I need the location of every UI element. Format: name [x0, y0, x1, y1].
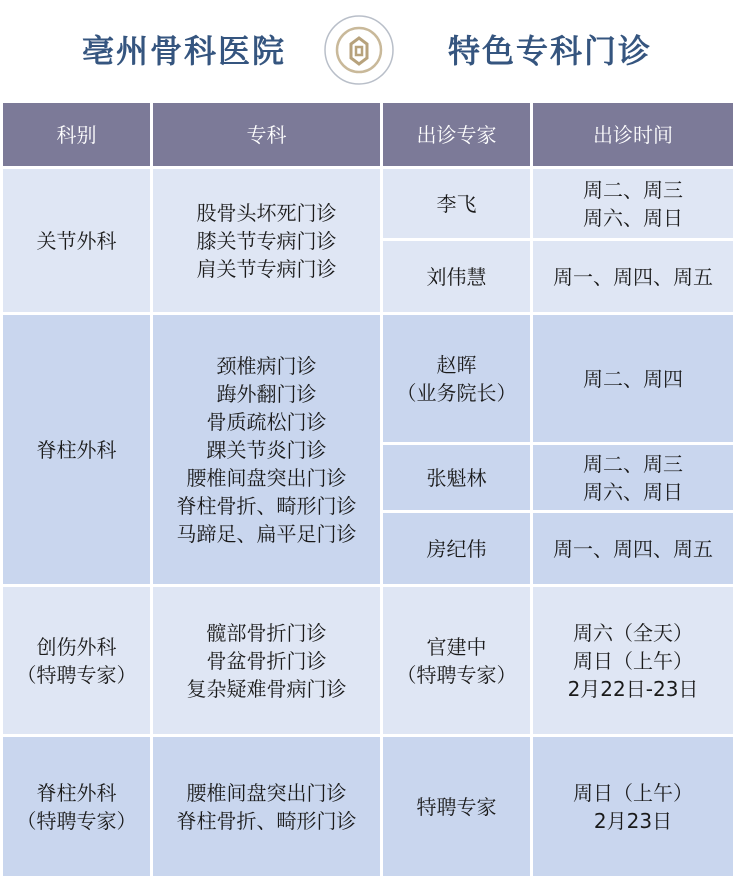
expert-cell: 李飞 — [382, 168, 532, 240]
expert-cell: 特聘专家 — [382, 736, 532, 878]
page-header — [0, 0, 733, 100]
column-header-schedule: 出诊时间 — [532, 102, 733, 168]
table-row — [2, 586, 733, 736]
table-header-row — [2, 102, 733, 168]
department-cell: 关节外科 — [2, 168, 152, 314]
specialty-cell: 髋部骨折门诊 骨盆骨折门诊 复杂疑难骨病门诊 — [152, 586, 382, 736]
column-header-department: 科别 — [2, 102, 152, 168]
schedule-cell: 周一、周四、周五 — [532, 240, 733, 314]
schedule-cell: 周一、周四、周五 — [532, 512, 733, 586]
hospital-logo-icon — [323, 14, 395, 86]
department-cell: 脊柱外科 — [2, 314, 152, 586]
page-title: 特色专科门诊 — [448, 30, 652, 72]
expert-cell: 官建中 （特聘专家） — [382, 586, 532, 736]
table-row — [2, 314, 733, 444]
schedule-cell: 周六（全天） 周日（上午） 2月22日-23日 — [532, 586, 733, 736]
department-cell: 创伤外科 （特聘专家） — [2, 586, 152, 736]
table-row — [2, 168, 733, 240]
column-header-expert: 出诊专家 — [382, 102, 532, 168]
column-header-specialty: 专科 — [152, 102, 382, 168]
expert-cell: 刘伟慧 — [382, 240, 532, 314]
table-row — [2, 736, 733, 878]
clinic-schedule-table — [0, 100, 733, 879]
specialty-cell: 腰椎间盘突出门诊 脊柱骨折、畸形门诊 — [152, 736, 382, 878]
department-cell: 脊柱外科 （特聘专家） — [2, 736, 152, 878]
schedule-cell: 周日（上午） 2月23日 — [532, 736, 733, 878]
hospital-name: 亳州骨科医院 — [82, 30, 286, 72]
schedule-cell: 周二、周三 周六、周日 — [532, 444, 733, 512]
expert-cell: 房纪伟 — [382, 512, 532, 586]
expert-cell: 张魁林 — [382, 444, 532, 512]
expert-cell: 赵晖 （业务院长） — [382, 314, 532, 444]
schedule-cell: 周二、周三 周六、周日 — [532, 168, 733, 240]
specialty-cell: 颈椎病门诊 踇外翻门诊 骨质疏松门诊 踝关节炎门诊 腰椎间盘突出门诊 脊柱骨折、畸形门诊 马蹄足、扁平足门诊 — [152, 314, 382, 586]
schedule-cell: 周二、周四 — [532, 314, 733, 444]
specialty-cell: 股骨头坏死门诊 膝关节专病门诊 肩关节专病门诊 — [152, 168, 382, 314]
